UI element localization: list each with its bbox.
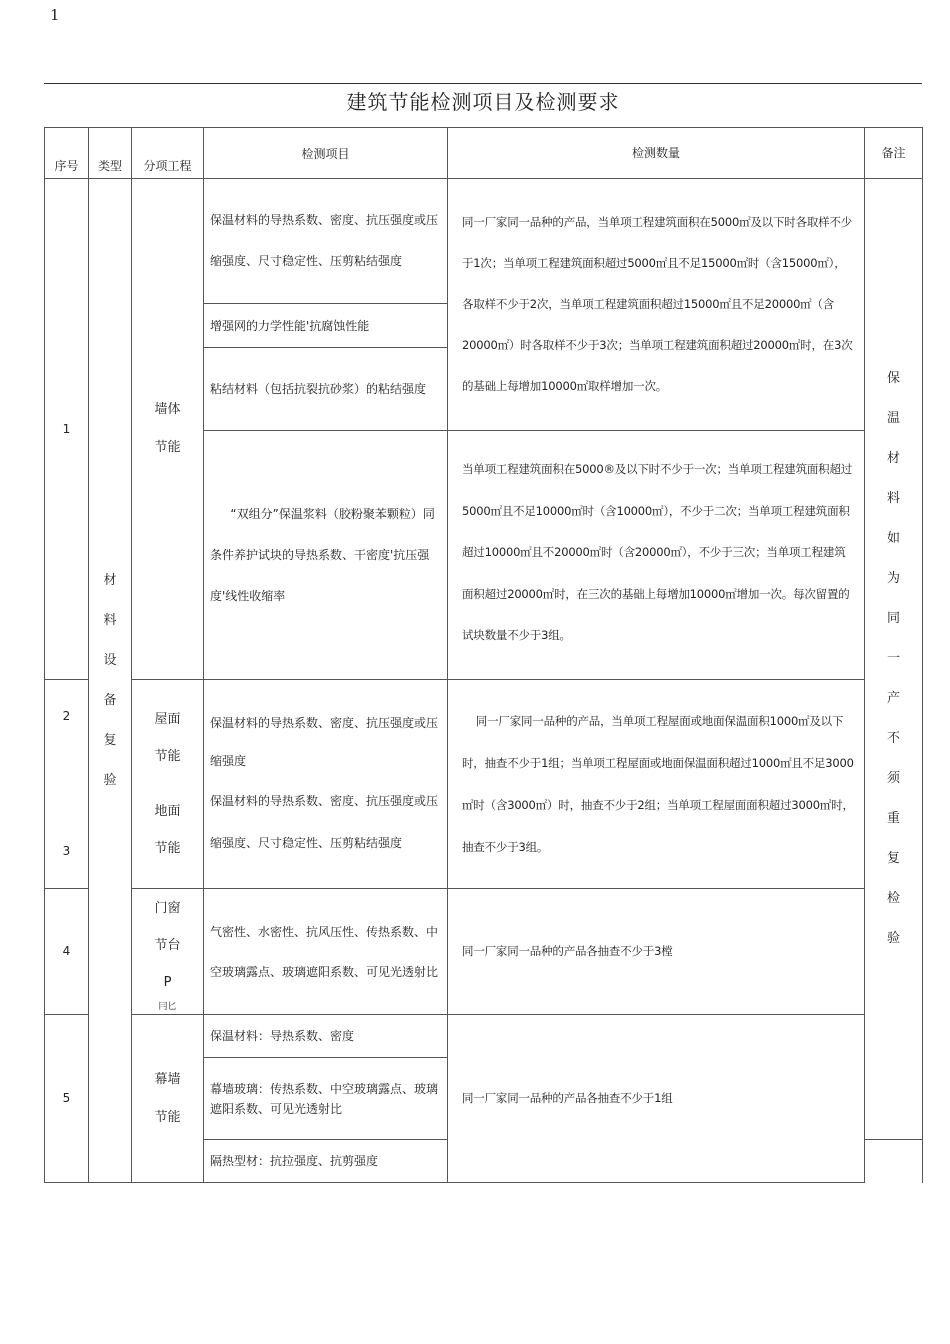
- sub-curtain-cell: [132, 1015, 204, 1183]
- header-sub: 分项工程: [132, 128, 204, 179]
- curtain-qty: 同一厂家同一品种的产品各抽查不少于1组: [448, 1015, 865, 1183]
- seq-2-3-cell: [45, 680, 89, 889]
- wall-item-4: “双组分”保温浆料（胶粉聚苯颗粒）同条件养护试块的导热系数、干密度'抗压强度'线性收缩率: [204, 431, 448, 680]
- note-text: 保温材料如为同一产不须重复检验: [887, 371, 901, 946]
- curtain-item-2: 幕墙玻璃：传热系数、中空玻璃露点、玻璃遮阳系数、可见光透射比: [204, 1058, 448, 1140]
- wall-item-1: 保温材料的导热系数、密度、抗压强度或压缩强度、尺寸稳定性、压剪粘结强度: [204, 179, 448, 304]
- seq-3: 3: [62, 844, 71, 859]
- sub-roof: 屋面节能: [154, 712, 181, 764]
- table-row: [45, 1015, 923, 1058]
- type-cell: [89, 179, 132, 1183]
- page-number: 1: [50, 6, 60, 24]
- floor-item: 保温材料的导热系数、密度、抗压强度或压缩强度、尺寸稳定性、压剪粘结强度: [210, 794, 439, 850]
- header-rule: [44, 83, 922, 84]
- header-note: 备注: [865, 128, 923, 179]
- wall-qty-1: 同一厂家同一品种的产品，当单项工程建筑面积在5000㎡及以下时各取样不少于1次；当单项工程建筑面积超过5000㎡且不足15000㎡时（含15000㎡），各取样不少于2次，当单项工程建筑面积超过15000㎡且不足20000㎡（含20000㎡）时各取样不少于3次；当单项工程建筑面积超过20000㎡时，在3次的基础上每增加10000㎡取样增加一次。: [448, 179, 865, 431]
- sub-wall: 墙体节能: [154, 402, 181, 455]
- wall-item-2: 增强网的力学性能'抗腐蚀性能: [204, 304, 448, 348]
- table-row: [45, 680, 923, 889]
- table-header-row: [45, 128, 923, 179]
- roof-floor-qty: 同一厂家同一品种的产品，当单项工程屋面或地面保温面积1000㎡及以下时，抽查不少于1组；当单项工程屋面或地面保温面积超过1000㎡且不足3000㎡时（含3000㎡）时，抽查不少于2组；当单项工程屋面面积超过3000㎡时，抽查不少于3组。: [448, 680, 865, 889]
- seq-1: 1: [45, 179, 89, 680]
- document-title: 建筑节能检测项目及检测要求: [346, 90, 620, 114]
- header-seq: 序号: [45, 128, 89, 179]
- note-cell: [865, 179, 923, 1140]
- wall-item-3: 粘结材料（包括抗裂抗砂浆）的粘结强度: [204, 348, 448, 431]
- seq-5: 5: [45, 1015, 89, 1183]
- curtain-item-3: 隔热型材：抗拉强度、抗剪强度: [204, 1140, 448, 1183]
- sub-wall-cell: [132, 179, 204, 680]
- seq-2: 2: [62, 709, 71, 723]
- sub-window: 门窗节台P: [154, 901, 181, 990]
- window-qty: 同一厂家同一品种的产品各抽查不少于3樘: [448, 889, 865, 1015]
- wall-qty-2: 当单项工程建筑面积在5000®及以下时不少于一次；当单项工程建筑面积超过5000㎡且不足10000㎡时（含10000㎡），不少于二次；当单项工程建筑面积超过10000㎡且不20000㎡时（含20000㎡），不少于三次；当单项工程建筑面积超过20000㎡时，在三次的基础上每增加10000㎡增加一次。每次留置的试块数量不少于3组。: [448, 431, 865, 680]
- type-label: 材料设备复验: [103, 572, 117, 788]
- roof-item: 保温材料的导热系数、密度、抗压强度或压缩强度: [210, 716, 439, 768]
- inspection-table: [44, 127, 923, 1183]
- header-item: 检测项目: [204, 128, 448, 179]
- sub-window-cell: [132, 889, 204, 1015]
- roof-floor-items-cell: [204, 680, 448, 889]
- seq-4: 4: [45, 889, 89, 1015]
- sub-curtain: 幕墙节能: [154, 1071, 181, 1125]
- header-type: 类型: [89, 128, 132, 179]
- sub-window-small: 冃匕: [158, 1002, 177, 1012]
- window-item: 气密性、水密性、抗风压性、传热系数、中空玻璃露点、玻璃遮阳系数、可见光透射比: [204, 889, 448, 1015]
- sub-roof-floor-cell: [132, 680, 204, 889]
- sub-floor: 地面节能: [154, 804, 181, 856]
- header-qty: 检测数量: [448, 128, 865, 179]
- table-row: [45, 889, 923, 1015]
- table-row: [45, 179, 923, 304]
- curtain-item-1: 保温材料：导热系数、密度: [204, 1015, 448, 1058]
